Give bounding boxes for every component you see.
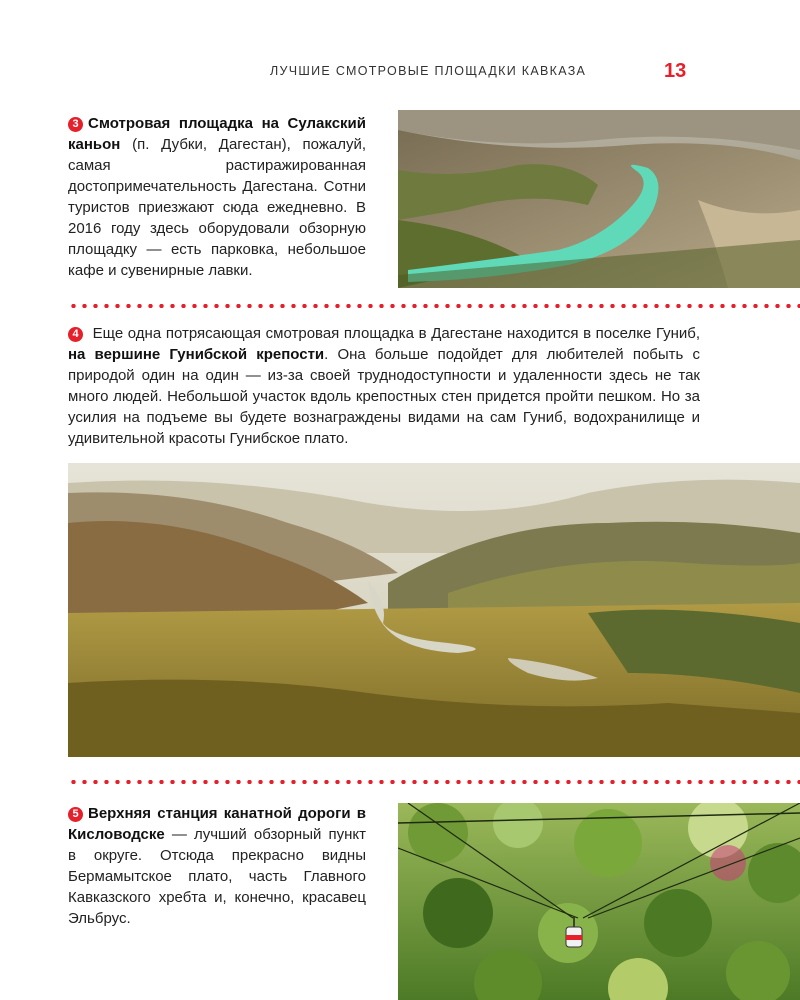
kislovodsk-cablecar-photo <box>398 803 800 1000</box>
section-5-title: Верхняя станция канатной дороги в Кисловодске <box>68 805 366 843</box>
dotted-divider <box>68 780 800 784</box>
section-3-title: Смотровая площадка на Сулакский каньон <box>68 115 366 153</box>
section-3-body: (п. Дубки, Дагестан), пожалуй, самая растиражированная достопримечательность Дагестана. Сотни туристов приезжают сюда ежедневно. В 2016 году здесь оборудовали обзорную площадку — есть парковка, небольшое кафе и сувенирные лавки. <box>68 136 366 279</box>
page-number: 13 <box>664 60 687 82</box>
section-4-body-end: . Она больше подойдет для любителей побыть с природой один на один — из-за своей труднодоступности и удаленности здесь не так много людей. Небольшой участок вдоль крепостных стен придется пройти пешком. Но за усилия на подъеме вы будете вознаграждены видами на сам Гуниб, водохранилище и удивительной красоты Гунибское плато. <box>68 346 700 447</box>
section-4-highlight: на вершине Гунибской крепости <box>68 346 325 363</box>
dotted-divider <box>68 304 800 308</box>
section-4-text <box>68 323 700 449</box>
section-3-text <box>68 113 366 281</box>
section-5-text <box>68 803 366 929</box>
sulak-canyon-photo <box>398 110 800 288</box>
section-5-body: — лучший обзорный пункт в округе. Отсюда прекрасно видны Бермамытское плато, часть Главного Кавказского хребта и, конечно, красавец Эльбрус. <box>68 826 366 927</box>
gunib-valley-photo <box>68 463 800 757</box>
running-header: ЛУЧШИЕ СМОТРОВЫЕ ПЛОЩАДКИ КАВКАЗА <box>270 64 587 78</box>
section-number-badge: 4 <box>68 327 83 342</box>
section-number-badge: 5 <box>68 807 83 822</box>
section-number-badge: 3 <box>68 117 83 132</box>
section-4-body-start: Еще одна потрясающая смотровая площадка в Дагестане находится в поселке Гуниб, <box>88 325 700 342</box>
